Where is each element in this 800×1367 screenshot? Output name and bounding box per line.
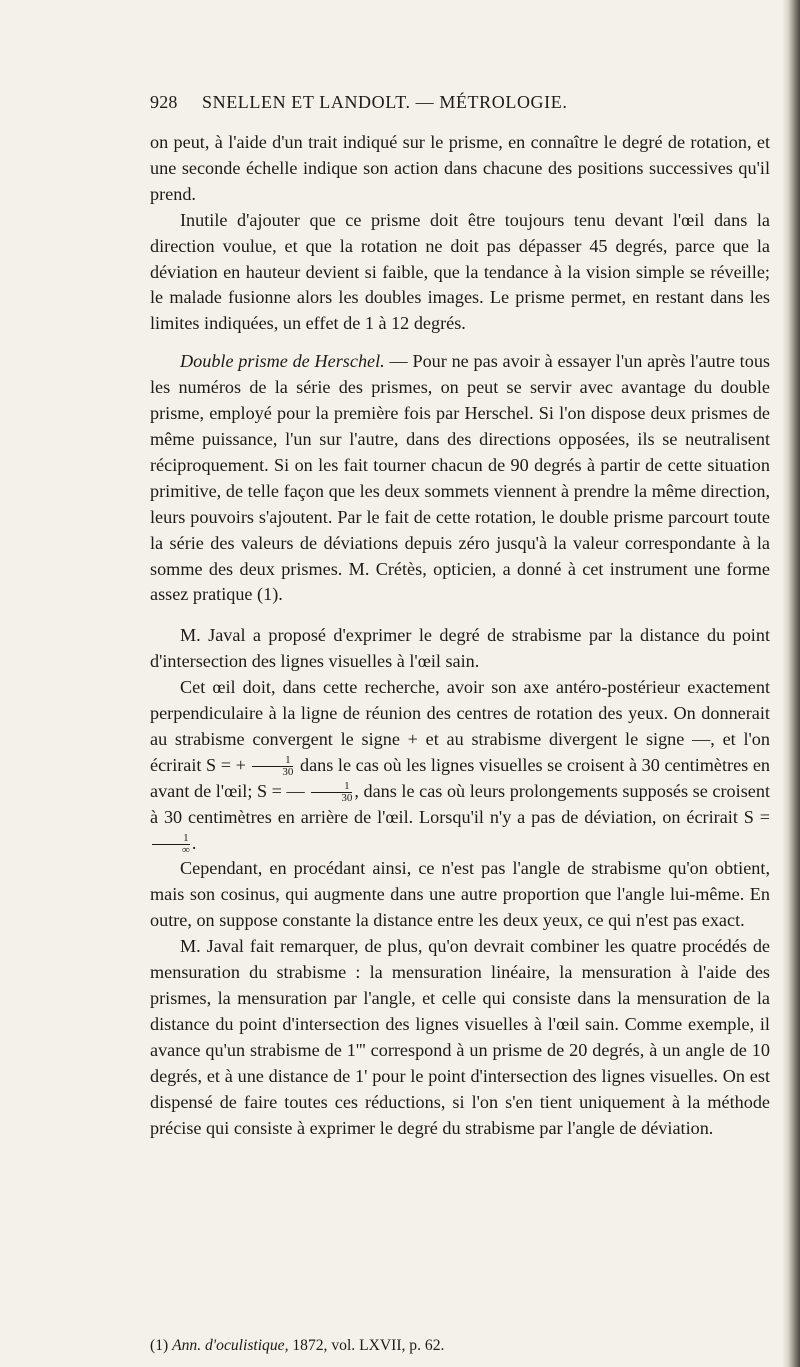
paragraph-text: . [191,832,197,853]
footnote [150,1336,770,1356]
page-edge [782,0,800,1367]
paragraph: on peut, à l'aide d'un trait indiqué sur le prisme, en connaître le degré de rotation, et une seconde échelle indique son action dans chacune des positions successives qu'il prend. [150,132,770,204]
fraction-denominator: 30 [341,792,353,805]
footnote-marker: (1) [150,1337,173,1354]
page-number: 928 [150,92,178,112]
fraction [252,755,293,778]
paragraph: M. Javal a proposé d'exprimer le degré de strabisme par la distance du point d'intersection des lignes visuelles à l'œil sain. [150,625,770,672]
paragraph-text: Cet œil doit, dans cette recherche, avoir son axe antéro-postérieur exactement perpendiculaire à la ligne de réunion des centres de rotation des yeux. On donnerait au strabisme convergent le signe + et au strabisme divergent le signe —, et l'on écrirait S = + [150,677,770,775]
body-text [150,130,770,1141]
paragraph-text: dans le cas où les lignes visuelles se croisent à 30 centimètres en avant de l'œil; S = — [150,754,771,801]
fraction [152,833,190,856]
paragraph-text: — Pour ne pas avoir à essayer l'un après l'autre tous les numéros de la série des prismes, on peut se servir avec avantage du double prisme, employé pour la première fois par Herschel. Si l'on dispose deux prismes de même puissance, l'un sur l'autre, dans des directions opposées, ils se neutralisent réciproquement. Si on les fait tourner chacun de 90 degrés à partir de cette situation primitive, de telle façon que les deux sommets viennent à prendre la même direction, leurs pouvoirs s'ajoutent. Par le fait de cette rotation, le double prisme parcourt toute la série des valeurs de déviations depuis zéro jusqu'à la valeur correspondante à la somme des deux prismes. M. Crétès, opticien, a donné à cet instrument une forme assez pratique (1). [150,351,771,605]
footnote-citation: 1872, vol. LXVII, p. 62. [288,1337,445,1354]
paragraph-text: , dans le cas où leurs prolongements supposés se croisent à 30 centimètres en arrière de l'œil. Lorsqu'il n'y a pas de déviation, on écrirait S = [150,780,770,827]
paragraph-herschel [150,349,770,608]
fraction [311,781,352,804]
paragraph: Inutile d'ajouter que ce prisme doit être toujours tenu devant l'œil dans la direction voulue, et que la rotation ne doit pas dépasser 45 degrés, parce que la déviation en hauteur devient si faible, que la tendance à la vision simple se réveille; le malade fusionne alors les doubles images. Le prisme permet, en restant dans les limites indiquées, un effet de 1 à 12 degrés. [150,209,770,334]
running-title: SNELLEN ET LANDOLT. — MÉTROLOGIE. [202,92,568,112]
fraction-numerator: 1 [152,833,190,845]
fraction-denominator: ∞ [182,843,190,856]
fraction-denominator: 30 [282,766,294,779]
fraction-numerator: 1 [311,781,352,793]
paragraph: M. Javal fait remarquer, de plus, qu'on devrait combiner les quatre procédés de mensuration du strabisme : la mensuration linéaire, la mensuration à l'aide des prismes, la mensuration par l'angle, et celle qui consiste dans la mensuration de la distance du point d'intersection des lignes visuelles à l'œil sain. Comme exemple, il avance qu'un strabisme de 1''' correspond à un prisme de 20 degrés, à un angle de 10 degrés, et à une distance de 1' pour le point d'intersection des lignes visuelles. On est dispensé de faire toutes ces réductions, si l'on s'en tient uniquement à la méthode précise qui consiste à exprimer le degré du strabisme par l'angle de déviation. [150,936,770,1138]
paragraph: Cependant, en procédant ainsi, ce n'est pas l'angle de strabisme qu'on obtient, mais son cosinus, qui augmente dans une autre proportion que l'angle lui-même. En outre, on suppose constante la distance entre les deux yeux, ce qui n'est pas exact. [150,858,770,931]
section-heading: Double prisme de Herschel. [180,351,385,372]
footnote-journal: Ann. d'oculistique, [172,1337,289,1354]
running-header [150,92,770,116]
fraction-numerator: 1 [252,755,293,767]
paragraph-formula [150,675,770,856]
